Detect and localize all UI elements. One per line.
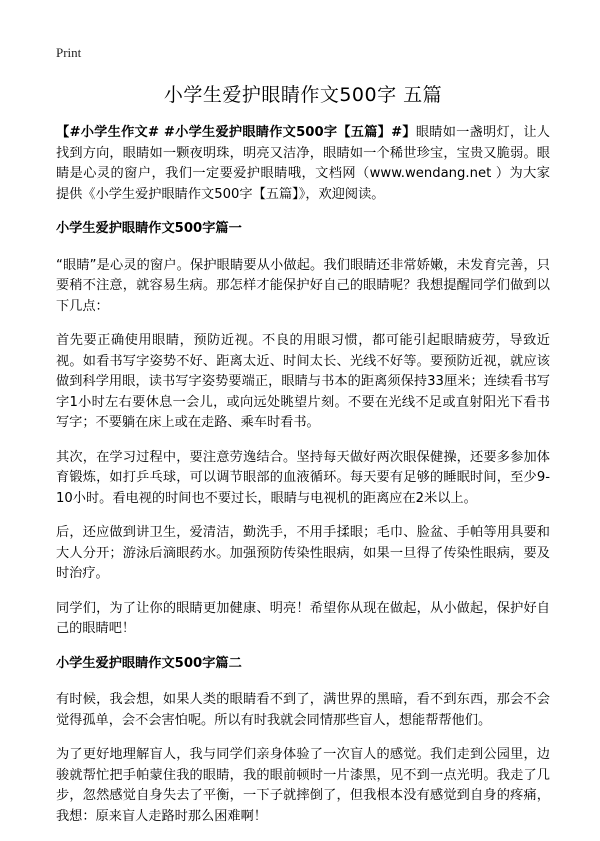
paragraph: “眼睛”是心灵的窗户。保护眼睛要从小做起。我们眼睛还非常娇嫩，未发育完善，只要稍不注意，就容易生病。那怎样才能保护好自己的眼睛呢？我想提醒同学们做到以下几点： xyxy=(56,257,550,314)
article xyxy=(56,80,550,841)
section-heading-1: 小学生爱护眼睛作文500字篇一 xyxy=(56,221,242,236)
paragraph: 其次，在学习过程中，要注意劳逸结合。坚持每天做好两次眼保健操，还要多参加体育锻炼，如打乒乓球，可以调节眼部的血液循环。每天要有足够的睡眠时间，至少9-10小时。看电视的时间也不要过长，眼睛与电视机的距离应在2米以上。 xyxy=(56,449,550,506)
paragraph: 同学们，为了让你的眼睛更加健康、明亮！希望你从现在做起，从小做起，保护好自己的眼睛吧！ xyxy=(56,600,550,636)
lead-text: 眼睛如一盏明灯，让人找到方向，眼睛如一颗夜明珠，明亮又洁净，眼睛如一个稀世珍宝，宝贵又脆弱。眼睛是心灵的窗户，我们一定要爱护眼睛哦，文档网（www.wendang.net ）为大家提供《小学生爱护眼睛作文500字【五篇】》，欢迎阅读。 xyxy=(56,125,550,202)
lead-paragraph xyxy=(56,123,550,205)
paragraph: 首先要正确使用眼睛，预防近视。不良的用眼习惯，都可能引起眼睛疲劳，导致近视。如看书写字姿势不好、距离太近、时间太长、光线不好等。要预防近视，就应该做到科学用眼，读书写字姿势要端正，眼睛与书本的距离须保持33厘米；连续看书写字1小时左右要休息一会儿，或向远处眺望片刻。不要在光线不足或直射阳光下看书写字；不要躺在床上或在走路、乘车时看书。 xyxy=(56,333,550,430)
paragraph: 有时候，我会想，如果人类的眼睛看不到了，满世界的黑暗，看不到东西，那会不会觉得孤单，会不会害怕呢。所以有时我就会同情那些盲人，想能帮帮他们。 xyxy=(56,692,550,728)
lead-tags: 【#小学生作文# #小学生爱护眼睛作文500字【五篇】#】 xyxy=(56,125,416,140)
page-title: 小学生爱护眼睛作文500字 五篇 xyxy=(163,84,443,106)
section-heading-2: 小学生爱护眼睛作文500字篇二 xyxy=(56,655,242,671)
print-label[interactable]: Print xyxy=(56,45,82,60)
paragraph: 后，还应做到讲卫生，爱清洁，勤洗手，不用手揉眼；毛巾、脸盆、手帕等用具要和大人分开；游泳后滴眼药水。加强预防传染性眼病，如果一旦得了传染性眼病，要及时治疗。 xyxy=(56,525,550,581)
paragraph: 为了更好地理解盲人，我与同学们亲身体验了一次盲人的感觉。我们走到公园里，边骏就帮忙把手帕蒙住我的眼睛，我的眼前顿时一片漆黑，见不到一点光明。我走了几步，忽然感觉自身失去了平衡，一下子就摔倒了，但我根本没有感觉到自身的疼痛，我想：原来盲人走路时那么困难啊！ xyxy=(56,747,550,824)
